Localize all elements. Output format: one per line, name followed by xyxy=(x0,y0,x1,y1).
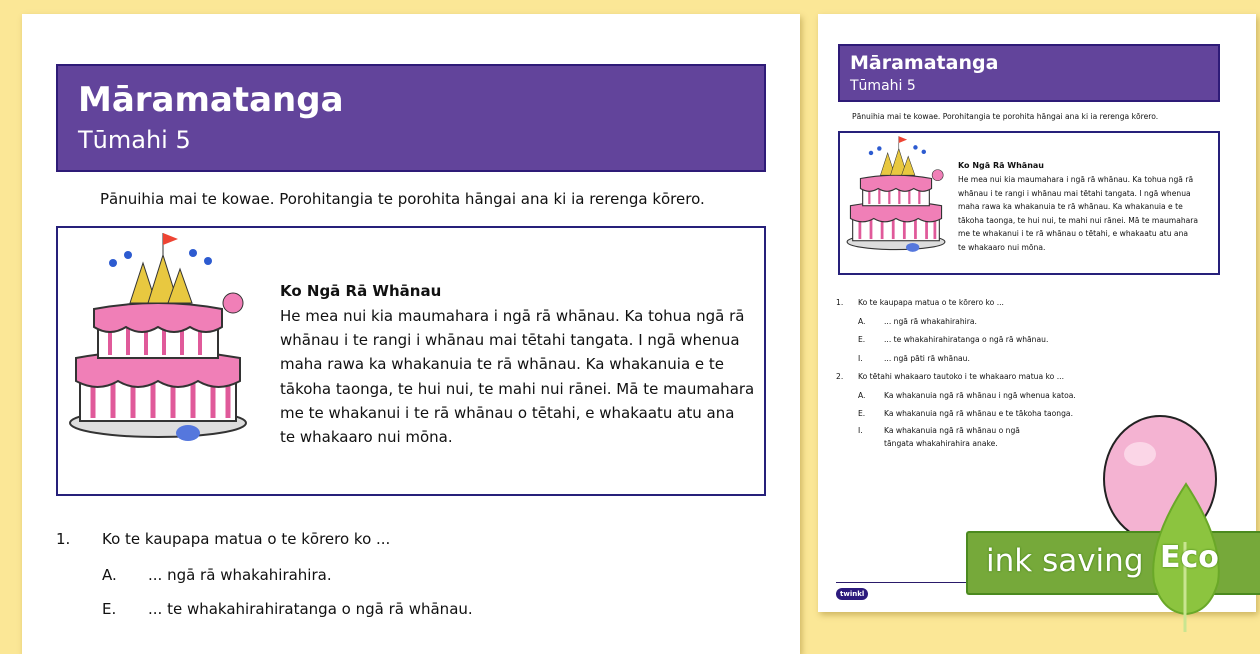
title-banner-small xyxy=(838,44,1220,102)
eco-label: Eco xyxy=(1160,540,1219,575)
page-subtitle: Tūmahi 5 xyxy=(78,126,191,154)
question-1 xyxy=(56,530,391,548)
option-letter: E. xyxy=(858,409,866,418)
passage-line: maha rawa ka whakanuia te rā whānau. Ka whakanuia e te xyxy=(280,355,725,374)
option-text: ... ngā rā whakahirahira. xyxy=(884,316,977,326)
instruction-small: Pānuihia mai te kowae. Porohitangia te porohita hāngai ana ki ia rerenga kōrero. xyxy=(852,112,1159,121)
question-text: Ko te kaupapa matua o te kōrero ko ... xyxy=(858,298,1004,307)
option-text: Ka whakanuia ngā rā whānau e te tākoha taonga. xyxy=(884,409,1073,418)
option-text: ... te whakahirahiratanga o ngā rā whānau. xyxy=(148,600,473,618)
option-letter: I. xyxy=(858,425,863,435)
passage-body xyxy=(280,304,754,449)
birthday-cake-image xyxy=(68,233,248,448)
option-text: ... ngā pāti rā whānau. xyxy=(884,353,970,363)
questions-small xyxy=(836,294,1076,450)
option-letter: I. xyxy=(858,353,863,363)
passage-box-small xyxy=(838,131,1220,275)
question-number: 1. xyxy=(56,530,71,548)
ink-saving-label: ink saving xyxy=(986,543,1144,579)
passage-line: whānau i te rangi i whānau mai tētahi tangata. I ngā whenua xyxy=(958,188,1191,198)
title-banner xyxy=(56,64,766,172)
passage-line: tākoha taonga, te hui nui, te mahi nui rānei. Mā te maumahara xyxy=(958,215,1199,225)
option-text: Ka whakanuia ngā rā whānau i ngā whenua katoa. xyxy=(884,390,1076,400)
instruction: Pānuihia mai te kowae. Porohitangia te porohita hāngai ana ki ia rerenga kōrero. xyxy=(100,190,705,208)
passage-line: whānau i te rangi i whānau mai tētahi tangata. I ngā whenua xyxy=(280,331,740,350)
question-text: Ko tētahi whakaaro tautoko i te whakaaro matua ko ... xyxy=(858,372,1064,381)
option-letter: A. xyxy=(858,316,866,326)
option-1a[interactable] xyxy=(102,566,332,584)
passage-line: te whakaaro nui mōna. xyxy=(280,428,453,447)
page-title-small: Māramatanga xyxy=(850,52,999,74)
passage-line: maha rawa ka whakanuia te rā whānau. Ka whakanuia e te xyxy=(958,202,1183,212)
option-letter: A. xyxy=(858,390,866,400)
page-subtitle-small: Tūmahi 5 xyxy=(850,78,916,94)
page-title: Māramatanga xyxy=(78,80,344,120)
option-1e[interactable] xyxy=(102,600,473,618)
option-text: ... ngā rā whakahirahira. xyxy=(148,566,332,584)
passage-box xyxy=(56,226,766,496)
twinkl-logo: twinkl xyxy=(836,588,868,600)
question-number: 2. xyxy=(836,372,844,381)
passage-line: me te whakanui i te rā whānau o tētahi, e whakaatu atu ana xyxy=(280,403,735,422)
passage-line: te whakaaro nui mōna. xyxy=(958,242,1046,252)
option-letter: E. xyxy=(858,335,866,344)
passage-line: me te whakanui i te rā whānau o tētahi, e whakaatu atu ana xyxy=(958,229,1189,239)
question-number: 1. xyxy=(836,298,844,307)
birthday-cake-image-small xyxy=(846,136,946,256)
footer-line xyxy=(836,582,976,583)
option-text: Ka whakanuia ngā rā whānau o ngā tāngata whakahirahira anake. xyxy=(884,425,1020,448)
passage-heading: Ko Ngā Rā Whānau xyxy=(280,282,442,300)
passage-line: He mea nui kia maumahara i ngā rā whānau. Ka tohua ngā rā xyxy=(280,307,745,325)
passage-line: tākoha taonga, te hui nui, te mahi nui rānei. Mā te maumahara xyxy=(280,379,755,398)
passage-heading-small: Ko Ngā Rā Whānau xyxy=(958,161,1044,170)
passage-body-small xyxy=(958,173,1198,255)
passage-line: He mea nui kia maumahara i ngā rā whānau. Ka tohua ngā rā xyxy=(958,175,1194,184)
option-letter: E. xyxy=(102,600,117,618)
option-text: ... te whakahirahiratanga o ngā rā whānau. xyxy=(884,335,1049,344)
option-letter: A. xyxy=(102,566,117,584)
worksheet-page-large xyxy=(22,14,800,654)
question-text: Ko te kaupapa matua o te kōrero ko ... xyxy=(102,530,391,548)
